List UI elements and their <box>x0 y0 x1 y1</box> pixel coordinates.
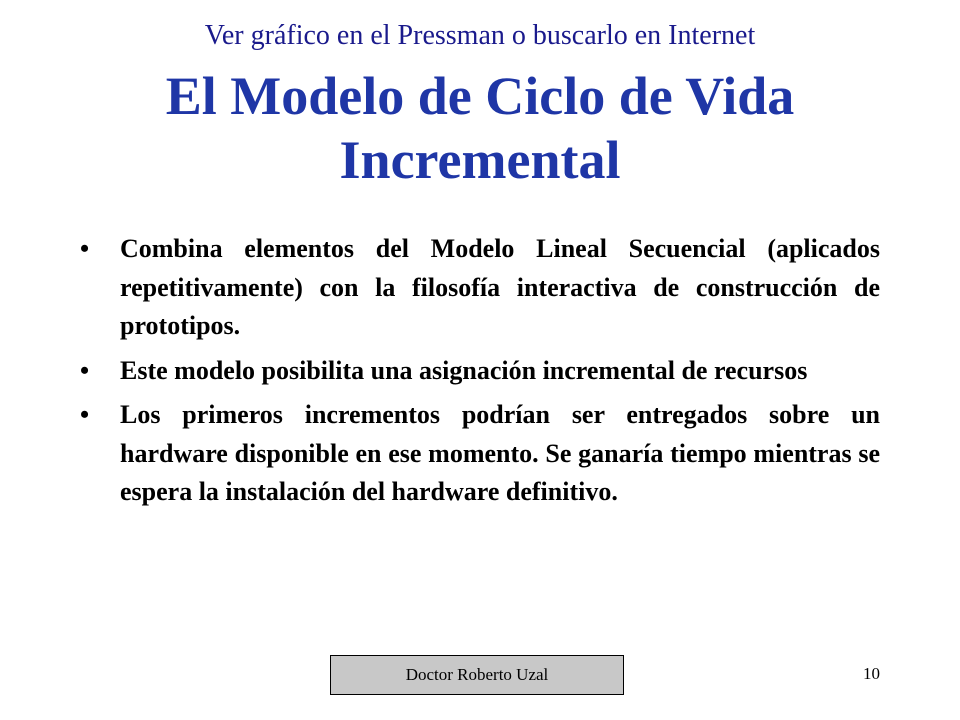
bullet-item <box>80 352 880 391</box>
bullet-item <box>80 230 880 346</box>
bullet-text: Este modelo posibilita una asignación incremental de recursos <box>120 355 808 385</box>
bullet-item <box>80 396 880 512</box>
page-number: 10 <box>863 664 880 683</box>
bullet-text: Combina elementos del Modelo Lineal Secuencial (aplicados repetitivamente) con la filosofía interactiva de construcción de prototipos. <box>120 234 880 340</box>
footer-author: Doctor Roberto Uzal <box>330 655 624 695</box>
bullet-icon: • <box>80 234 90 263</box>
slide-title-line-1: El Modelo de Ciclo de Vida <box>165 66 795 126</box>
bullet-icon: • <box>80 355 90 385</box>
bullet-list <box>80 230 880 518</box>
bullet-icon: • <box>80 400 90 429</box>
slide-title-line-2: Incremental <box>339 130 621 190</box>
bullet-text: Los primeros incrementos podrían ser entregados sobre un hardware disponible en ese momento. Se ganaría tiempo mientras se espera la instalación del hardware definitivo. <box>120 400 880 506</box>
slide-note: Ver gráfico en el Pressman o buscarlo en Internet <box>204 20 756 51</box>
slide-title <box>0 64 960 192</box>
